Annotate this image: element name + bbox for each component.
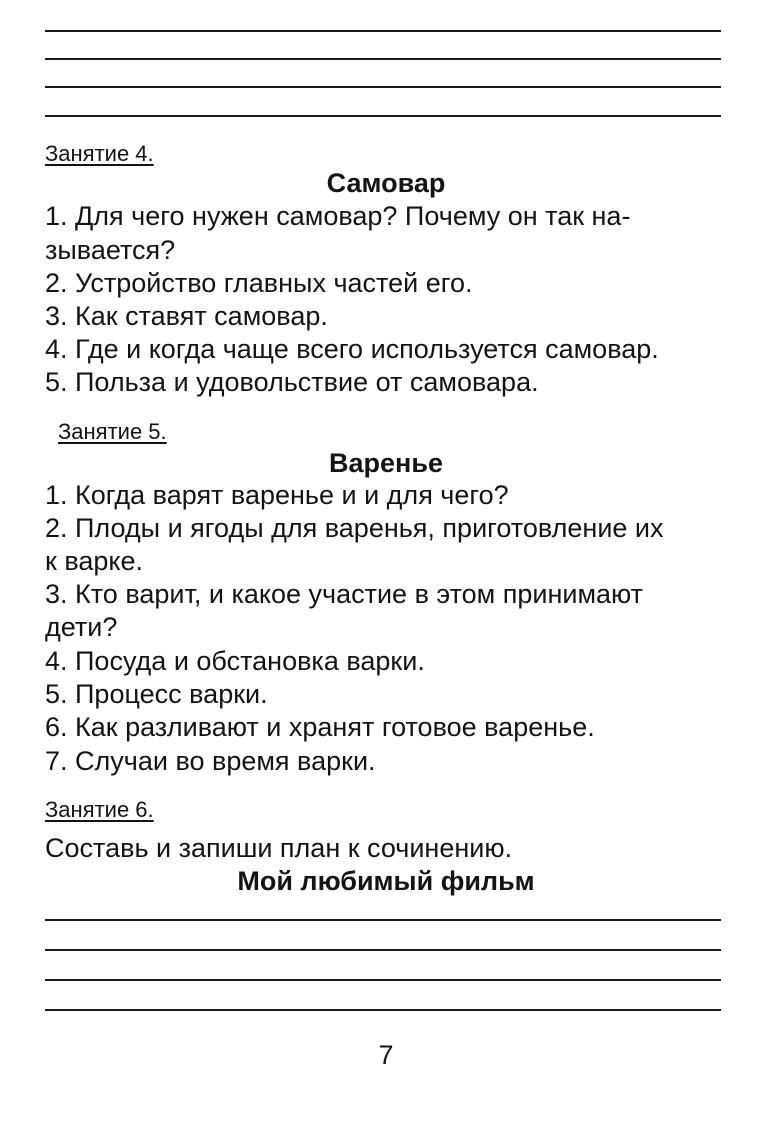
lesson-5-label: Занятие 5.	[58, 419, 167, 444]
lesson-4-label: Занятие 4.	[45, 141, 154, 166]
lesson-5-line: 7. Случаи во время варки.	[45, 746, 376, 776]
lesson-6-title: Мой любимый фильм	[237, 866, 535, 896]
lesson-5-line: 4. Посуда и обстановка варки.	[45, 646, 425, 676]
lesson-5-line: 2. Плоды и ягоды для варенья, приготовление их	[45, 513, 664, 543]
lesson-6-label: Занятие 6.	[45, 797, 154, 822]
lesson-4-line: 2. Устройство главных частей его.	[45, 268, 473, 298]
writing-line	[45, 30, 721, 32]
writing-line	[45, 949, 721, 951]
lesson-5-title: Варенье	[329, 448, 443, 478]
lesson-4-line: зывается?	[45, 235, 176, 265]
writing-line	[45, 919, 721, 921]
lesson-5-line: 6. Как разливают и хранят готовое варенье.	[45, 712, 595, 742]
lesson-4-title: Самовар	[326, 168, 446, 198]
lesson-4-line: 4. Где и когда чаще всего используется самовар.	[45, 334, 659, 364]
lesson-4-line: 3. Как ставят самовар.	[45, 301, 328, 331]
lesson-5-line: дети?	[45, 612, 118, 642]
writing-line	[45, 115, 721, 117]
page-number: 7	[378, 1040, 394, 1070]
lesson-4-line: 1. Для чего нужен самовар? Почему он так на-	[45, 201, 631, 231]
lesson-5-line: к варке.	[45, 546, 144, 576]
writing-line	[45, 1009, 721, 1011]
lesson-4-line: 5. Польза и удовольствие от самовара.	[45, 367, 539, 397]
lesson-5-line: 1. Когда варят варенье и и для чего?	[45, 480, 509, 510]
lesson-6-instruction: Составь и запиши план к сочинению.	[45, 833, 513, 863]
lesson-5-line: 5. Процесс варки.	[45, 679, 268, 709]
writing-line	[45, 979, 721, 981]
lesson-5-line: 3. Кто варит, и какое участие в этом принимают	[45, 579, 644, 609]
writing-line	[45, 58, 721, 60]
writing-line	[45, 86, 721, 88]
